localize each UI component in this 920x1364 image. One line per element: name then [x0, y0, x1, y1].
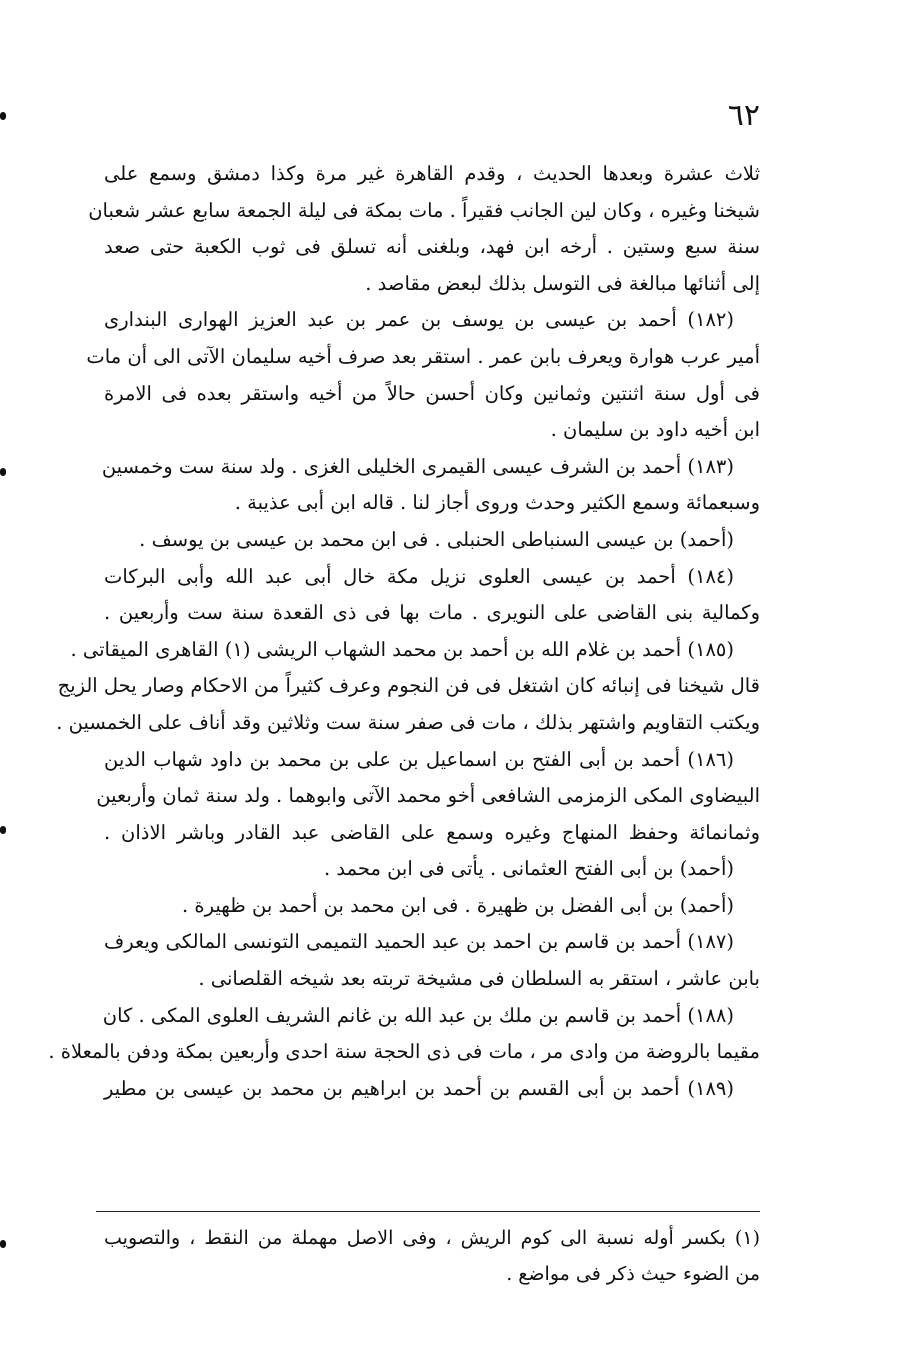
text-line: أمير عرب هوارة ويعرف بابن عمر . استقر بعد صرف أخيه سليمان الآتى الى أن مات [86, 344, 760, 368]
footnotes [104, 1220, 760, 1292]
text-line: إلى أثنائها مبالغة فى التوسل بذلك لبعض مقاصد . [365, 271, 760, 295]
entry-182-heading: (١٨٢) أحمد بن عيسى بن يوسف بن عمر بن عبد العزيز الهوارى البندارى [104, 308, 734, 332]
footnote-line: (١) بكسر أوله نسبة الى كوم الريش ، وفى الاصل مهملة من النقط ، والتصويب [104, 1227, 760, 1249]
text-line: بابن عاشر ، استقر به السلطان فى مشيخة تربته بعد شيخه القلصانى . [198, 967, 760, 991]
text-line: شيخنا وغيره ، وكان لين الجانب فقيراً . مات بمكة فى ليلة الجمعة سابع عشر شعبان [88, 198, 760, 222]
cross-reference-line: (أحمد) بن عيسى السنباطى الحنبلى . فى ابن محمد بن عيسى بن يوسف . [139, 527, 734, 551]
text-line: فى أول سنة اثنتين وثمانين وكان أحسن حالاً من أخيه واستقر بعده فى الامرة [104, 381, 760, 405]
scan-margin-mark [0, 112, 6, 120]
footnote-line: من الضوء حيث ذكر فى مواضع . [506, 1263, 760, 1285]
text-line: وسبعمائة وسمع الكثير وحدث وروى أجاز لنا . قاله ابن أبى عذيبة . [234, 491, 760, 515]
text-line: مقيما بالروضة من وادى مر ، مات فى ذى الحجة سنة احدى وأربعين بمكة ودفن بالمعلاة . [48, 1040, 760, 1064]
entry-188-heading: (١٨٨) أحمد بن قاسم بن ملك بن عبد الله بن غانم الشريف العلوى المكى . كان [102, 1003, 734, 1027]
entry-187-heading: (١٨٧) أحمد بن قاسم بن احمد بن عبد الحميد التميمى التونسى المالكى ويعرف [104, 930, 734, 954]
page-number: ٦٢ [727, 98, 760, 133]
footnote-divider [96, 1211, 760, 1212]
entry-186-heading: (١٨٦) أحمد بن أبى الفتح بن اسماعيل بن على بن محمد بن داود شهاب الدين [104, 747, 734, 771]
text-line: ويكتب التقاويم واشتهر بذلك ، مات فى صفر سنة ست وثلاثين وقد أناف على الخمسين . [56, 710, 760, 734]
text-line: ابن أخيه داود بن سليمان . [550, 418, 760, 442]
entry-183-heading: (١٨٣) أحمد بن الشرف عيسى القيمرى الخليلى الغزى . ولد سنة ست وخمسين [101, 454, 734, 478]
text-line: وثمانمائة وحفظ المنهاج وغيره وسمع على القاضى عبد القادر وباشر الاذان . [104, 820, 760, 844]
entry-185-heading: (١٨٥) أحمد بن غلام الله بن أحمد بن محمد الشهاب الريشى (١) القاهرى الميقاتى . [70, 637, 734, 661]
text-line: وكمالية بنى القاضى على النويرى . مات بها فى ذى القعدة سنة ست وأربعين . [104, 601, 760, 625]
text-line: قال شيخنا فى إنبائه كان اشتغل فى فن النجوم وعرف كثيراً من الاحكام وصار يحل الزيج [57, 674, 760, 698]
scan-margin-mark [0, 826, 6, 834]
scan-margin-mark [0, 1240, 6, 1248]
text-line: سنة سبع وستين . أرخه ابن فهد، وبلغنى أنه تسلق فى ثوب الكعبة حتى صعد [104, 235, 760, 259]
entry-184-heading: (١٨٤) أحمد بن عيسى العلوى نزيل مكة خال أبى عبد الله وأبى البركات [104, 564, 734, 588]
text-line: البيضاوى المكى الزمزمى الشافعى أخو محمد الآتى وابوهما . ولد سنة ثمان وأربعين [96, 784, 760, 808]
cross-reference-line: (أحمد) بن أبى الفضل بن ظهيرة . فى ابن محمد بن أحمد بن ظهيرة . [182, 893, 734, 917]
scan-margin-mark [0, 468, 6, 476]
cross-reference-line: (أحمد) بن أبى الفتح العثمانى . يأتى فى ابن محمد . [323, 857, 734, 881]
main-text [48, 156, 760, 1107]
text-line: ثلاث عشرة وبعدها الحديث ، وقدم القاهرة غير مرة وكذا دمشق وسمع على [104, 162, 760, 185]
entry-189-heading: (١٨٩) أحمد بن أبى القسم بن أحمد بن ابراهيم بن محمد بن عيسى بن مطير [104, 1076, 734, 1100]
